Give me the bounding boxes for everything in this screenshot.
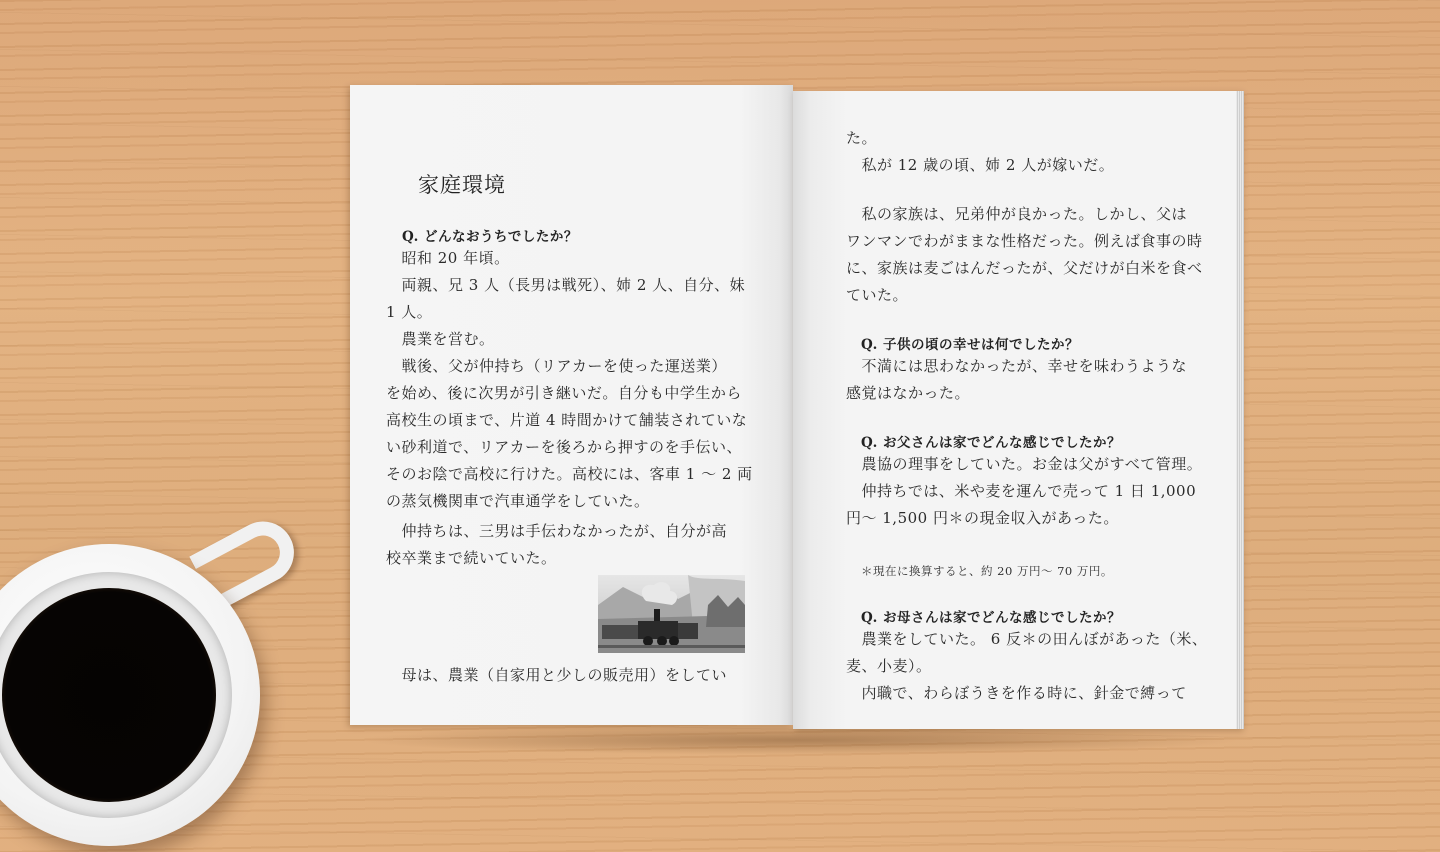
right-body-line: 私の家族は、兄弟仲が良かった。しかし、父は	[846, 205, 1188, 223]
left-body-line: そのお陰で高校に行けた。高校には、客車 1 ～ 2 両	[386, 465, 753, 483]
left-body-line: い砂利道で、リアカーを後ろから押すのを手伝い、	[386, 438, 743, 456]
book-shadow	[354, 725, 1244, 755]
right-body-line: 内職で、わらぼうきを作る時に、針金で縛って	[846, 684, 1187, 702]
left-body-line: 1 人。	[386, 303, 433, 321]
footnote: ＊現在に換算すると、約 20 万円～ 70 万円。	[861, 564, 1113, 578]
right-body-line: ワンマンでわがままな性格だった。例えば食事の時	[846, 232, 1203, 250]
right-body-line: 仲持ちでは、米や麦を運んで売って 1 日 1,000	[846, 482, 1197, 500]
steam-train-photo	[598, 575, 745, 653]
left-body-line: 両親、兄 3 人（長男は戦死）、姉 2 人、自分、妹	[386, 276, 746, 294]
right-body-line: 麦、小麦）。	[846, 657, 932, 675]
question-home: Q. どんなおうちでしたか？	[402, 229, 578, 245]
right-body-line: 私が 12 歳の頃、姉 2 人が嫁いだ。	[846, 156, 1115, 174]
left-body-line: 仲持ちは、三男は手伝わなかったが、自分が高	[386, 522, 728, 540]
open-book	[350, 85, 1244, 737]
page-edges	[1236, 91, 1244, 729]
question-father: Q. お父さんは家でどんな感じでしたか？	[861, 435, 1121, 451]
left-body-line: を始め、後に次男が引き継いだ。自分も中学生から	[386, 384, 742, 402]
right-body-line: に、家族は麦ごはんだったが、父だけが白米を食べ	[846, 259, 1203, 277]
section-heading: 家庭環境	[418, 173, 506, 197]
right-body-line: ていた。	[846, 286, 909, 304]
left-body-line: 高校生の頃まで、片道 4 時間かけて舗装されていな	[386, 411, 748, 429]
left-body-line: 農業を営む。	[386, 330, 495, 348]
left-body-line: の蒸気機関車で汽車通学をしていた。	[386, 492, 650, 510]
right-body-line: 不満には思わなかったが、幸せを味わうような	[846, 357, 1188, 375]
right-body-line: 農協の理事をしていた。お金は父がすべて管理。	[846, 455, 1203, 473]
left-body-line: 校卒業まで続いていた。	[386, 549, 557, 567]
left-page	[350, 85, 793, 725]
right-body-line: 農業をしていた。 6 反＊の田んぼがあった（米、	[846, 630, 1208, 648]
left-body-line: 昭和 20 年頃。	[386, 249, 510, 267]
right-body-line: 感覚はなかった。	[846, 384, 971, 402]
right-body-line: 円～ 1,500 円＊の現金収入があった。	[846, 509, 1119, 527]
left-body-line: 母は、農業（自家用と少しの販売用）をしてい	[386, 666, 728, 684]
right-body-line: た。	[846, 129, 878, 147]
right-page	[793, 91, 1241, 729]
left-body-line: 戦後、父が仲持ち（リアカーを使った運送業）	[386, 357, 727, 375]
coffee	[2, 588, 216, 802]
question-mother: Q. お母さんは家でどんな感じでしたか？	[861, 610, 1121, 626]
question-childhood-happiness: Q. 子供の頃の幸せは何でしたか？	[861, 337, 1079, 353]
